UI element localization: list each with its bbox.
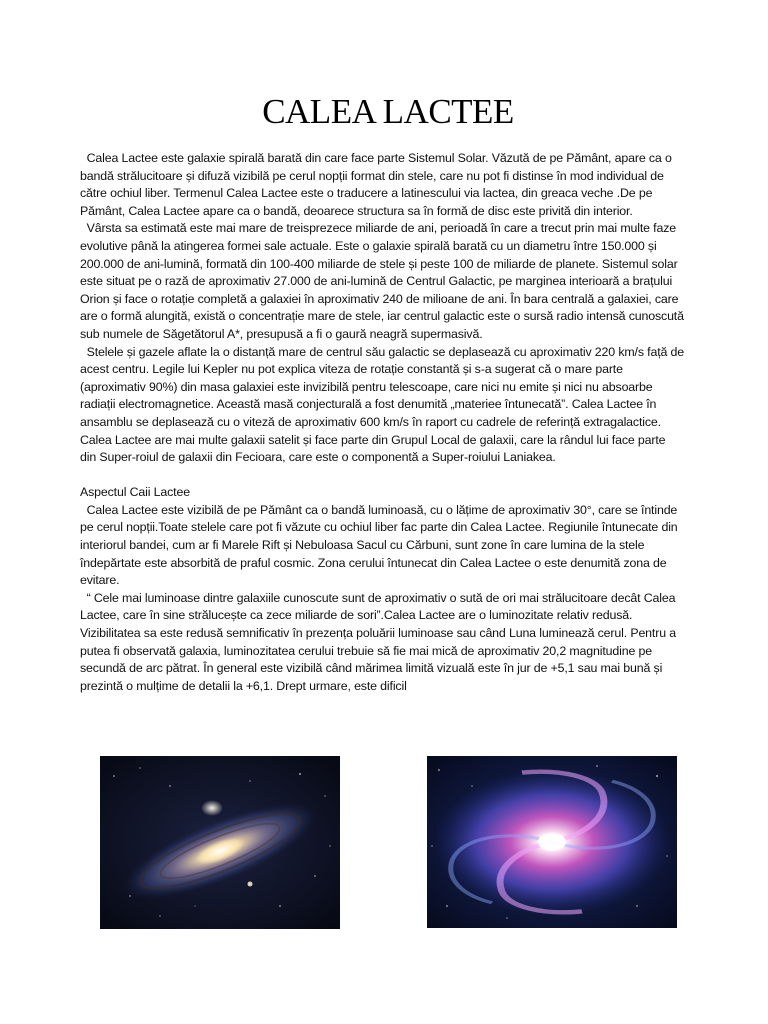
paragraph-luminosity: “ Cele mai luminoase dintre galaxiile cunoscute sunt de aproximativ o sută de ori mai strălucitoare decât Calea Lactee, care în sine strălucește ca zece miliarde de sori”.Calea Lactee are o luminozitate relativ redusă. Vizibilitatea sa este redusă semnificativ în prezența poluării luminoase sau când Luna luminează cerul. Pentru a putea fi observată galaxia, luminozitatea cerului trebuie să fie mai mică de aproximativ 20,2 magnitudine pe secundă de arc pătrat. În general este vizibilă când mărimea limită vizuală este în jur de +5,1 sau mai bună și prezintă o mulțime de detalii la +6,1. Drept urmare, este dificil bbox=[80, 590, 676, 693]
paragraph-rotation: Stelele și gazele aflate la o distanță mare de centrul său galactic se deplasează cu aproximativ 220 km/s față de acest centru. Legile lui Kepler nu pot explica viteza de rotație constantă și s-a sugerat că o mare parte (aproximativ 90%) din masa galaxiei este invizibilă pentru telescoape, care nici nu emite și nici nu absoarbe radiații electromagnetice. Această masă conjecturală a fost denumită „materiee întunecată”. Calea Lactee în ansamblu se deplasează cu o viteză de aproximativ 600 km/s în raport cu cadrele de referință extragalactice. bbox=[80, 344, 685, 429]
paragraph-gap bbox=[80, 467, 684, 485]
paragraph-visibility: Calea Lactee este vizibilă de pe Pământ ca o bandă luminoasă, cu o lățime de aproximativ 30°, care se întinde pe cerul nopții.Toate stelele care pot fi văzute cu ochiul liber fac parte din Calea Lactee. Regiunile întunecate din interiorul bandei, cum ar fi Marele Rift și Nebuloasa Sacul cu Cărbuni, sunt zone în care lumina de la stele îndepărtate este absorbită de praful cosmic. Zona cerului întunecat din Calea Lactee o este denumită zona de evitare. bbox=[80, 502, 678, 588]
paragraph-age: Vârsta sa estimată este mai mare de treisprezece miliarde de ani, perioadă în care a trecut prin mai multe faze evolutive până la atingerea formei sale actuale. Este o galaxie spirală barată cu un diametru între 150.000 și 200.000 de ani-lumină, formată din 100-400 miliarde de stele și peste 100 de miliarde de planete. Sistemul solar este situat pe o rază de aproximativ 27.000 de ani-lumină de Centrul Galactic, pe marginea interioară a brațului Orion și face o rotație completă a galaxiei în aproximativ 240 de milioane de ani. În bara centrală a galaxiei, care are o formă alungită, există o concentrație mare de stele, iar centrul galactic este o sursă radio intensă cunoscută sub numele de Săgetătorul A*, presupusă a fi o gaură neagră supermasivă. bbox=[80, 221, 684, 341]
spiral-galaxy-image bbox=[427, 756, 677, 928]
document-title: CALEA LACTEE bbox=[262, 92, 514, 131]
paragraph-local-group: Calea Lactee are mai multe galaxii satelit și face parte din Grupul Local de galaxii, care la rândul lui face parte din Super-roiul de galaxii din Fecioara, care este o componentă a Super-roiului Laniakea. bbox=[80, 432, 666, 465]
paragraph-intro: Calea Lactee este galaxie spirală barată din care face parte Sistemul Solar. Văzută de pe Pământ, apare ca o bandă strălucitoare și difuză vizibilă pe cerul nopții format din stele, care nu pot fi distinse în mod individual de către ochiul liber. Termenul Calea Lactee este o traducere a latinescului via lactea, din greaca veche .De pe Pământ, Calea Lactee apare ca o bandă, deoarece structura sa în formă de disc este privită din interior. bbox=[80, 151, 672, 218]
andromeda-galaxy-image bbox=[100, 756, 340, 929]
section-heading: Aspectul Caii Lactee bbox=[80, 485, 190, 500]
document-body bbox=[80, 150, 684, 695]
